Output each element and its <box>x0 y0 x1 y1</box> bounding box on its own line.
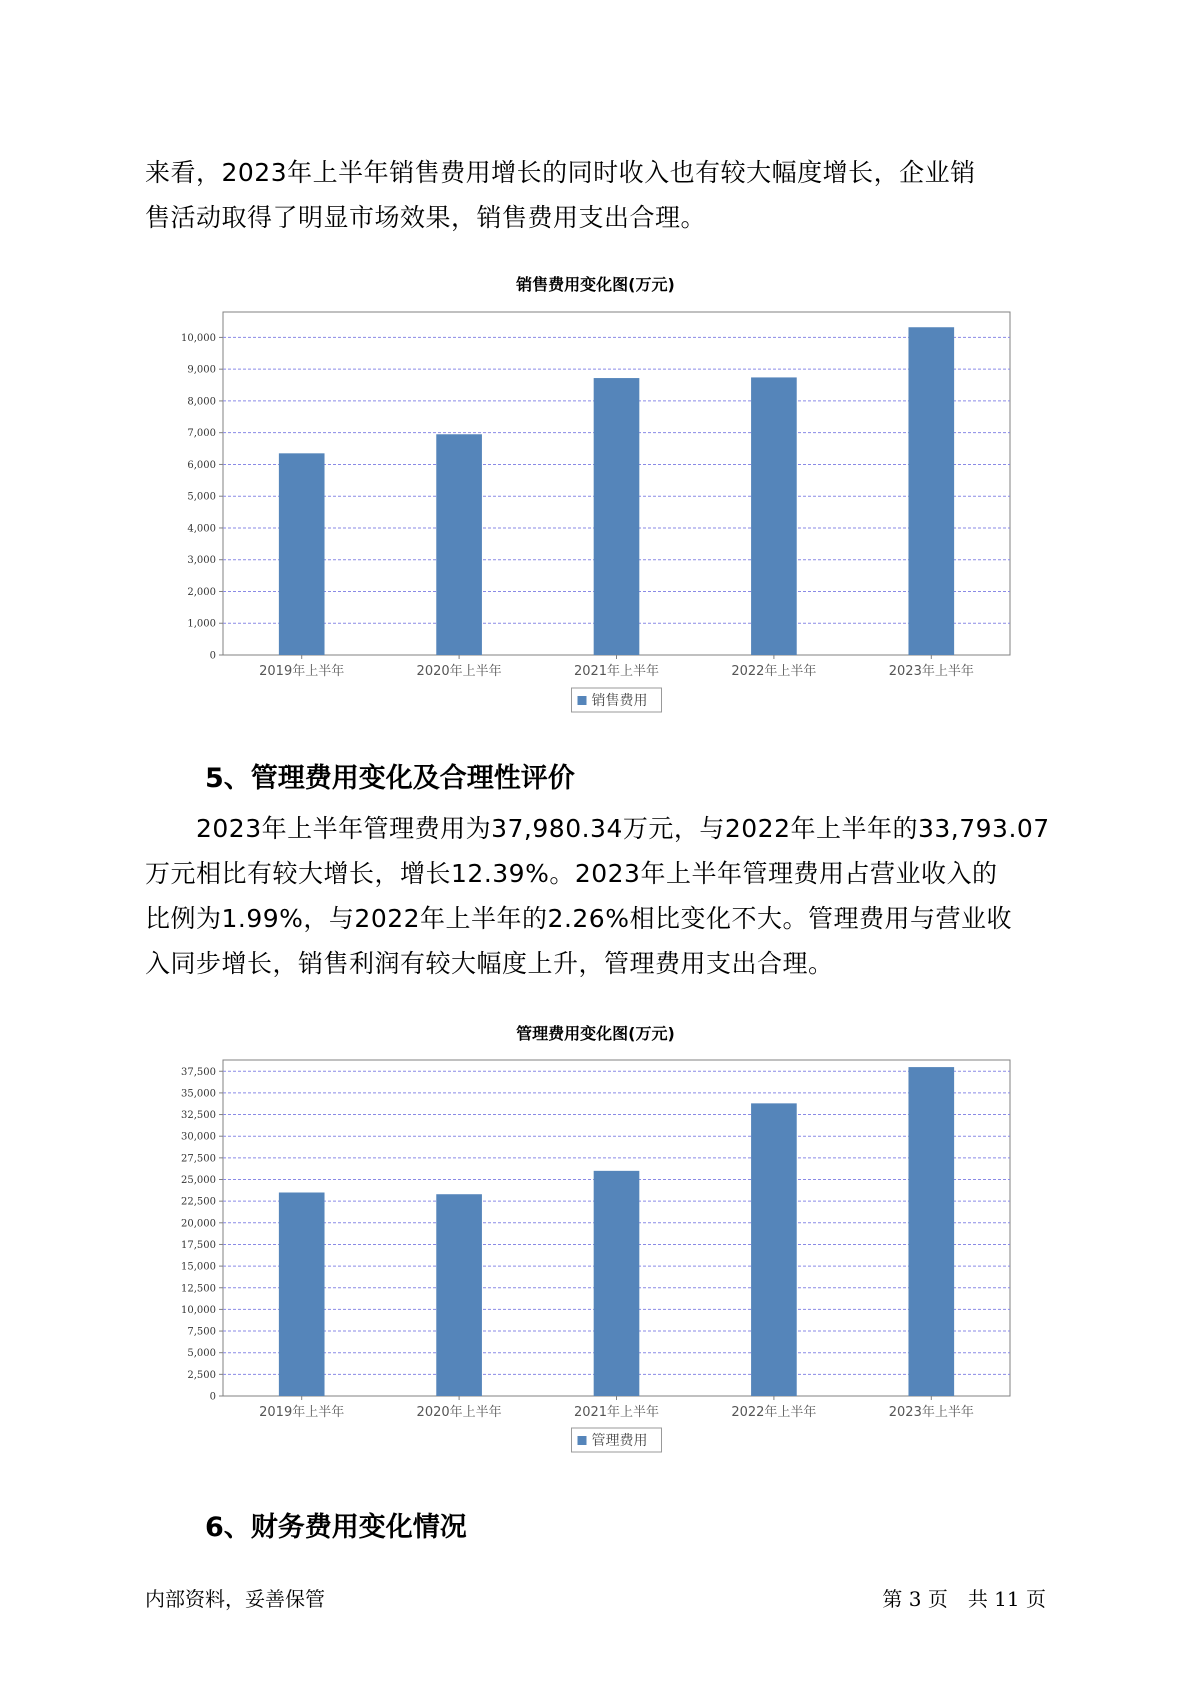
chart-2-ytick-label: 32,500 <box>181 1110 216 1122</box>
chart-2-bar <box>751 1103 797 1396</box>
chart-2-ytick-label: 37,500 <box>181 1066 216 1078</box>
chart-1-ytick-label: 3,000 <box>187 555 216 567</box>
intro-paragraph <box>145 150 1050 240</box>
chart-1-bar <box>751 377 797 655</box>
chart-1-ytick-label: 5,000 <box>187 491 216 503</box>
intro-line-1: 来看，2023年上半年销售费用增长的同时收入也有较大幅度增长，企业销 <box>145 158 976 187</box>
chart-1-title: 销售费用变化图(万元) <box>516 275 675 294</box>
section-5-line-3: 比例为1.99%，与2022年上半年的2.26%相比变化不大。管理费用与营业收 <box>145 904 1012 933</box>
chart-2-bar <box>908 1067 954 1396</box>
section-5-paragraph <box>145 806 1050 986</box>
chart-2-xtick-label: 2023年上半年 <box>888 1405 974 1420</box>
footer-confidential: 内部资料，妥善保管 <box>145 1587 325 1611</box>
chart-1-ytick-label: 4,000 <box>187 523 216 535</box>
chart-1-xtick-label: 2020年上半年 <box>416 664 502 679</box>
chart-2-ytick-label: 7,500 <box>187 1326 216 1338</box>
chart-1-bar <box>908 327 954 655</box>
chart-2-xtick-label: 2020年上半年 <box>416 1405 502 1420</box>
chart-1-xtick-label: 2019年上半年 <box>259 664 345 679</box>
chart-2-ytick-label: 2,500 <box>187 1369 216 1381</box>
chart-2-bar <box>436 1194 482 1396</box>
chart-2-ytick-label: 10,000 <box>181 1304 216 1316</box>
chart-2-ytick-label: 17,500 <box>181 1239 216 1251</box>
chart-1-bar <box>436 434 482 655</box>
chart-1-sales-expense <box>0 290 1191 730</box>
chart-2-ytick-label: 27,500 <box>181 1153 216 1165</box>
chart-1-xtick-label: 2021年上半年 <box>573 664 660 679</box>
chart-2-ytick-label: 25,000 <box>181 1175 216 1187</box>
chart-1-legend-swatch <box>578 696 587 705</box>
chart-1-xtick-label: 2022年上半年 <box>731 664 817 679</box>
chart-2-legend-label: 管理费用 <box>591 1433 648 1449</box>
chart-1-legend-label: 销售费用 <box>591 693 648 709</box>
chart-2-admin-expense <box>0 1040 1191 1455</box>
intro-line-2: 售活动取得了明显市场效果，销售费用支出合理。 <box>145 203 707 232</box>
chart-1-ytick-label: 0 <box>209 650 216 662</box>
chart-1-ytick-label: 8,000 <box>187 396 216 408</box>
chart-2-ytick-label: 30,000 <box>181 1131 216 1143</box>
chart-2-ytick-label: 22,500 <box>181 1196 216 1208</box>
chart-1-bar <box>594 378 640 655</box>
chart-2-ytick-label: 5,000 <box>187 1348 216 1360</box>
chart-1-ytick-label: 10,000 <box>181 332 216 344</box>
chart-2-title: 管理费用变化图(万元) <box>516 1024 675 1043</box>
chart-1-xtick-label: 2023年上半年 <box>888 664 974 679</box>
chart-2-bar <box>594 1171 640 1396</box>
chart-2-ytick-label: 35,000 <box>181 1088 216 1100</box>
chart-2-ytick-label: 0 <box>209 1391 216 1403</box>
chart-1-bar <box>279 453 325 655</box>
chart-1-ytick-label: 7,000 <box>187 428 216 440</box>
chart-1-ytick-label: 9,000 <box>187 364 216 376</box>
chart-2-ytick-label: 20,000 <box>181 1218 216 1230</box>
chart-2-legend-swatch <box>578 1436 587 1445</box>
chart-2-xtick-label: 2019年上半年 <box>259 1405 345 1420</box>
chart-2-ytick-label: 15,000 <box>181 1261 216 1273</box>
chart-1-ytick-label: 1,000 <box>187 618 216 630</box>
section-6-heading: 6、财务费用变化情况 <box>205 1512 467 1543</box>
chart-2-ytick-label: 12,500 <box>181 1283 216 1295</box>
section-5-line-1: 2023年上半年管理费用为37,980.34万元，与2022年上半年的33,793.07 <box>145 814 1050 843</box>
chart-1-ytick-label: 2,000 <box>187 586 216 598</box>
chart-2-xtick-label: 2022年上半年 <box>731 1405 817 1420</box>
chart-2-xtick-label: 2021年上半年 <box>573 1405 660 1420</box>
section-5-line-2: 万元相比有较大增长，增长12.39%。2023年上半年管理费用占营业收入的 <box>145 859 998 888</box>
chart-1-ytick-label: 6,000 <box>187 459 216 471</box>
chart-2-bar <box>279 1192 325 1396</box>
section-5-heading: 5、管理费用变化及合理性评价 <box>205 763 575 794</box>
section-5-line-4: 入同步增长，销售利润有较大幅度上升，管理费用支出合理。 <box>145 949 834 978</box>
footer-page-number: 第 3 页 共 11 页 <box>882 1587 1046 1611</box>
